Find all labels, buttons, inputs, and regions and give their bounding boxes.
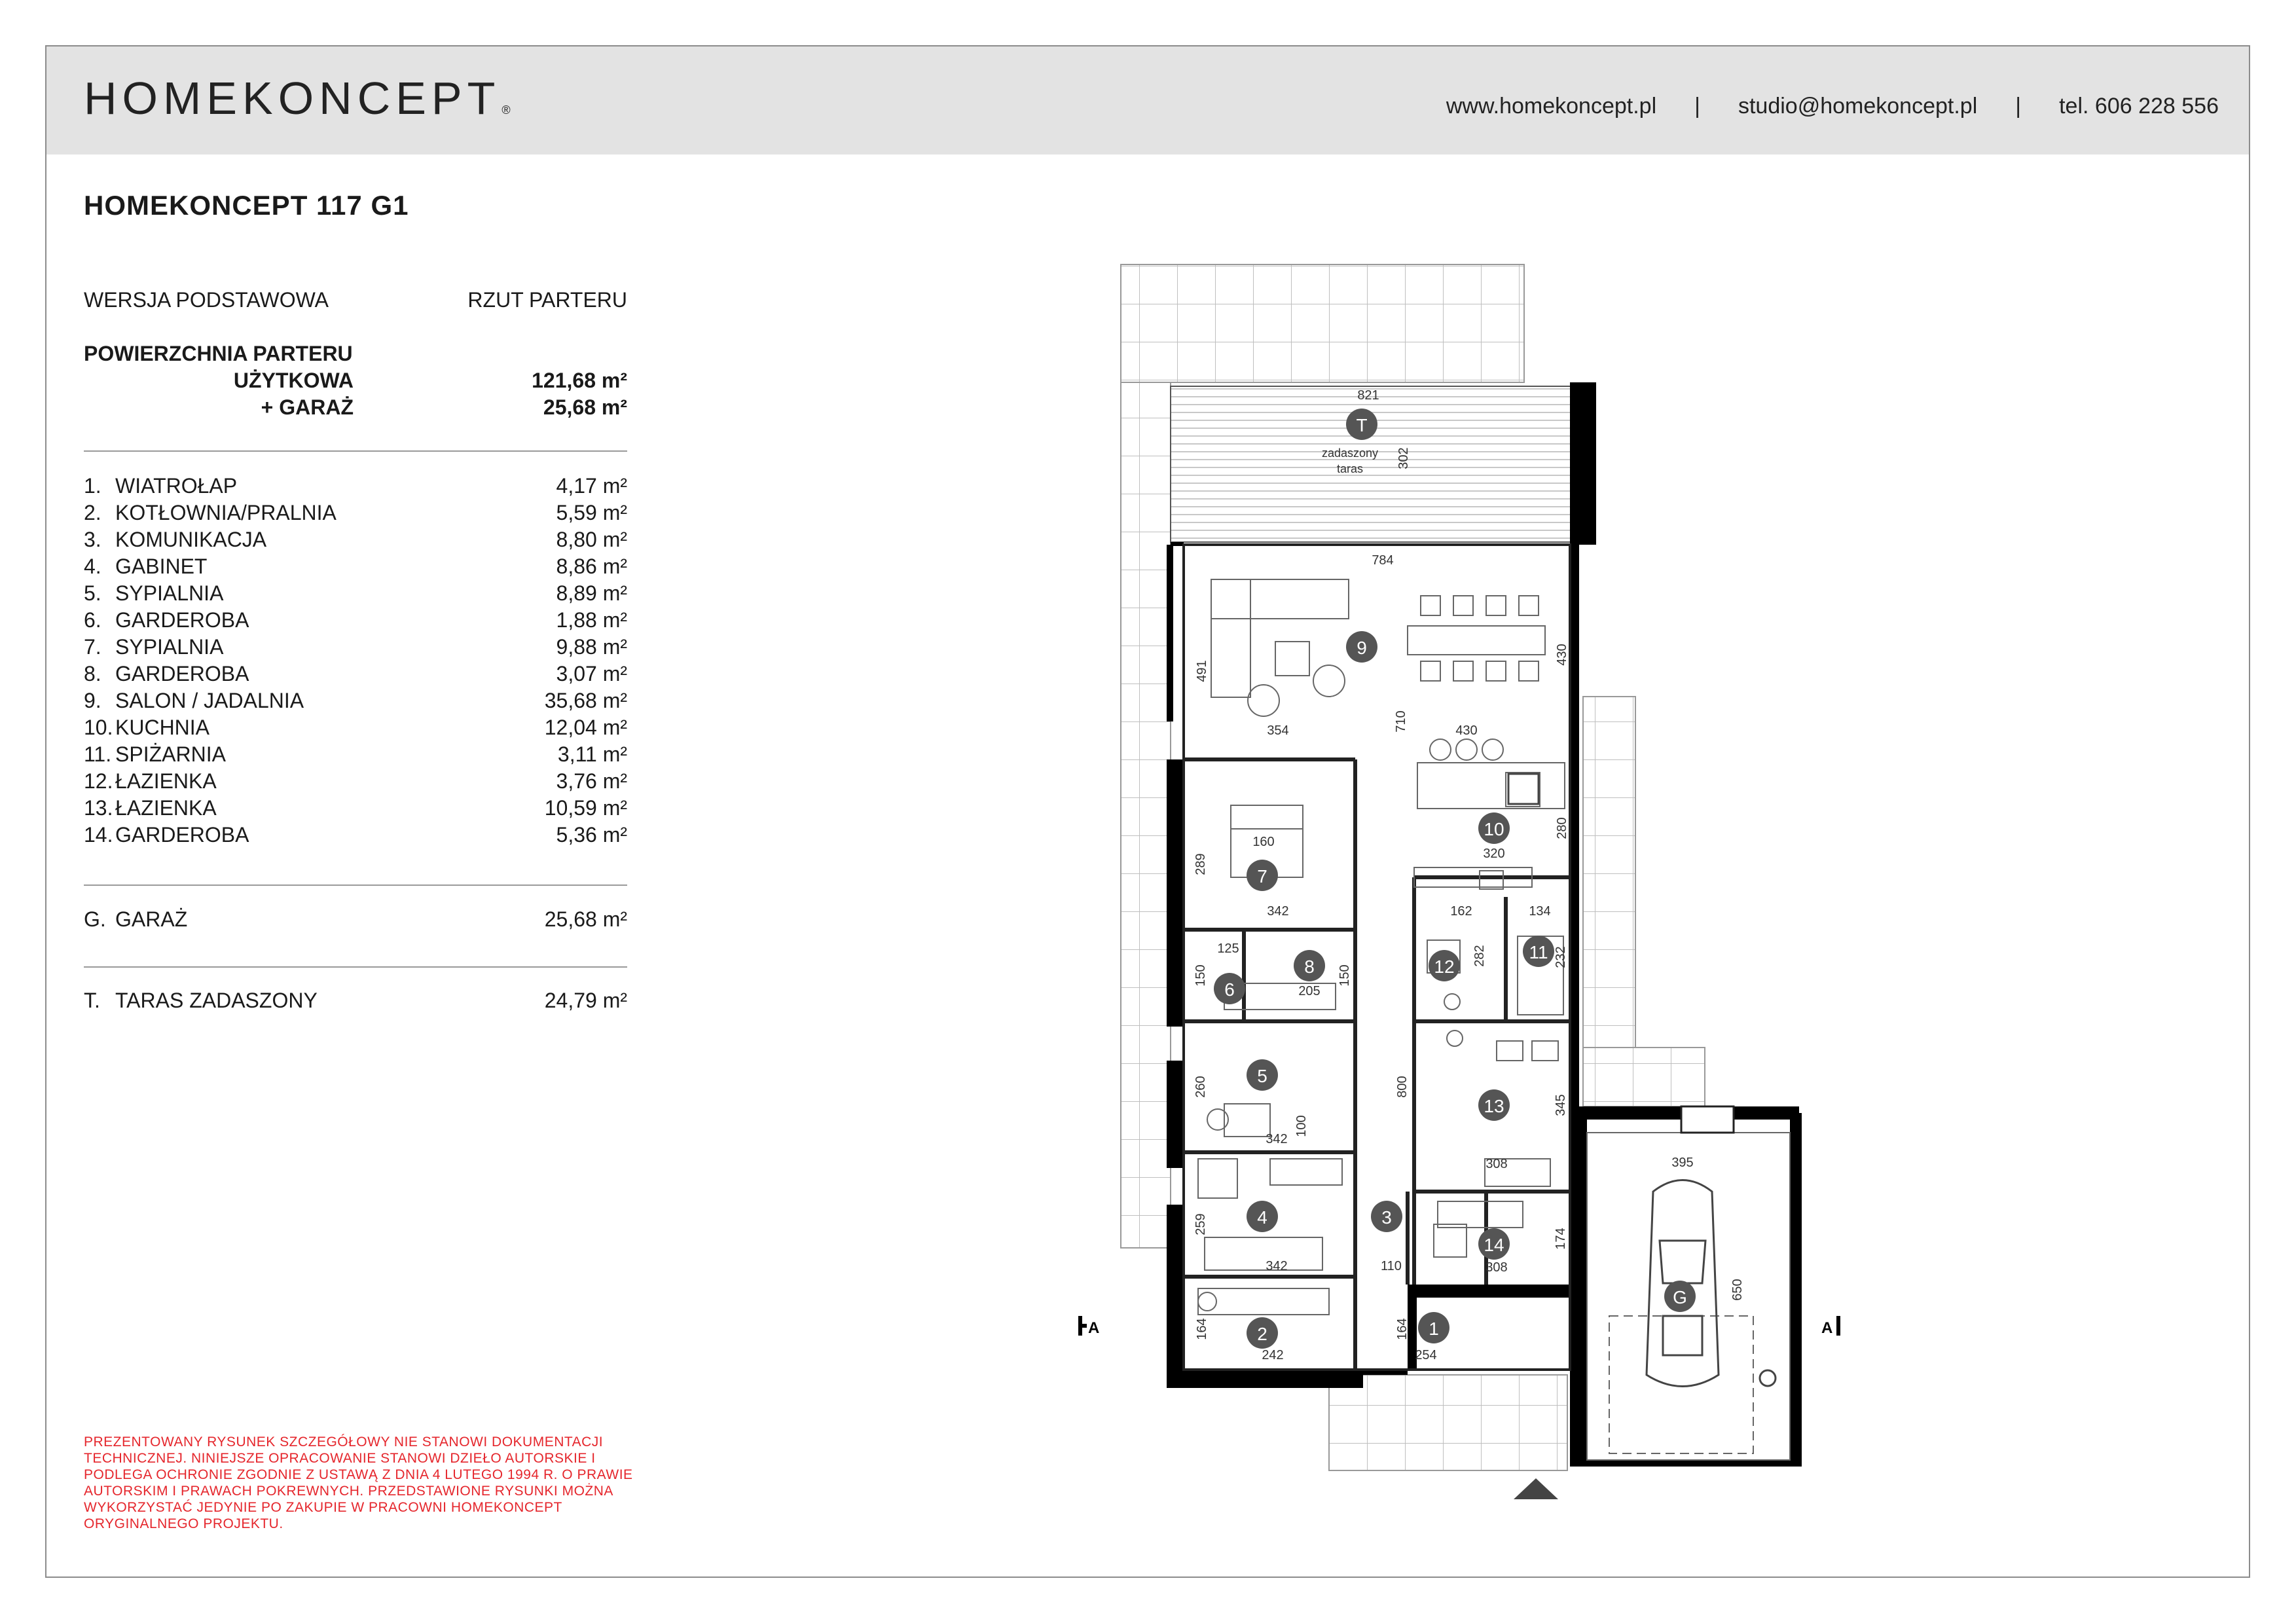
svg-text:164: 164 bbox=[1195, 1318, 1209, 1340]
svg-text:260: 260 bbox=[1194, 1076, 1208, 1098]
room-badge[interactable] bbox=[1478, 1228, 1510, 1260]
room-row: 14. GARDEROBA 5,36 m² bbox=[84, 823, 627, 847]
entrance-arrow-icon bbox=[1514, 1478, 1558, 1499]
svg-text:302: 302 bbox=[1396, 447, 1411, 469]
garage-canopy bbox=[1609, 1316, 1753, 1453]
copyright-disclaimer: PREZENTOWANY RYSUNEK SZCZEGÓŁOWY NIE STANOWI DOKUMENTACJI TECHNICZNEJ. NINIEJSZE OPRACOWANIE STANOWI DZIEŁO AUTORSKIE I PODLEGA OCHRONIE ZGODNIE Z USTAWĄ Z DNIA 4 LUTEGO 1994 R. O PRAWIE AUTORSKIM I PRAWACH POKREWNYCH. PRZEDSTAWIONE RYSUNKI MOŻNA WYKORZYSTAĆ JEDYNIE PO ZAKUPIE W PRACOWNI HOMEKONCEPT ORYGINALNEGO PROJEKTU. bbox=[84, 1434, 633, 1531]
svg-text:395: 395 bbox=[1671, 1156, 1694, 1170]
svg-text:14: 14 bbox=[1484, 1235, 1504, 1255]
svg-text:242: 242 bbox=[1262, 1348, 1284, 1362]
paving-east bbox=[1583, 697, 1635, 1048]
svg-text:9: 9 bbox=[1357, 638, 1367, 658]
room-row: 4. GABINET 8,86 m² bbox=[84, 555, 627, 578]
paving-entrance bbox=[1329, 1375, 1567, 1470]
room-row: 2. KOTŁOWNIA/PRALNIA 5,59 m² bbox=[84, 501, 627, 524]
room-badge[interactable] bbox=[1247, 1317, 1278, 1349]
room-badge[interactable] bbox=[1478, 812, 1510, 844]
svg-text:12: 12 bbox=[1434, 957, 1455, 977]
room-badge[interactable] bbox=[1429, 950, 1460, 981]
room-row: 10. KUCHNIA 12,04 m² bbox=[84, 716, 627, 739]
svg-text:280: 280 bbox=[1555, 817, 1569, 839]
garage-row: G. GARAŻ 25,68 m² bbox=[84, 907, 627, 931]
room-row: 6. GARDEROBA 1,88 m² bbox=[84, 608, 627, 632]
svg-text:6: 6 bbox=[1224, 979, 1235, 1000]
svg-text:710: 710 bbox=[1394, 710, 1408, 733]
room-row: 7. SYPIALNIA 9,88 m² bbox=[84, 635, 627, 659]
room-row: 3. KOMUNIKACJA 8,80 m² bbox=[84, 528, 627, 551]
svg-text:354: 354 bbox=[1267, 723, 1289, 738]
svg-text:308: 308 bbox=[1485, 1157, 1508, 1171]
project-title: HOMEKONCEPT 117 G1 bbox=[84, 190, 409, 221]
svg-text:345: 345 bbox=[1554, 1094, 1568, 1116]
room-badge[interactable] bbox=[1478, 1089, 1510, 1121]
room-badge[interactable] bbox=[1664, 1281, 1696, 1312]
svg-text:342: 342 bbox=[1267, 904, 1289, 919]
terrace-label: zadaszony bbox=[1321, 447, 1379, 460]
view-label: RZUT PARTERU bbox=[467, 288, 627, 312]
svg-text:308: 308 bbox=[1485, 1260, 1508, 1275]
svg-text:G: G bbox=[1673, 1287, 1687, 1307]
svg-text:282: 282 bbox=[1472, 945, 1487, 967]
svg-text:320: 320 bbox=[1483, 847, 1505, 861]
svg-text:2: 2 bbox=[1257, 1324, 1267, 1344]
paving-north bbox=[1121, 264, 1524, 382]
room-row: 5. SYPIALNIA 8,89 m² bbox=[84, 581, 627, 605]
room-badge[interactable] bbox=[1346, 631, 1377, 663]
separator: | bbox=[1694, 94, 1700, 119]
room-badge[interactable] bbox=[1247, 1201, 1278, 1232]
svg-text:254: 254 bbox=[1415, 1348, 1437, 1362]
section-mark-left bbox=[1080, 1316, 1099, 1337]
room-badge[interactable] bbox=[1371, 1201, 1402, 1232]
svg-text:289: 289 bbox=[1194, 853, 1208, 875]
website-link[interactable]: www.homekoncept.pl bbox=[1446, 94, 1657, 119]
terrace-row: T. TARAS ZADASZONY 24,79 m² bbox=[84, 989, 627, 1012]
svg-text:232: 232 bbox=[1554, 946, 1568, 968]
room-badge[interactable] bbox=[1294, 950, 1325, 981]
svg-text:174: 174 bbox=[1554, 1228, 1568, 1250]
section-mark-right bbox=[1821, 1316, 1838, 1337]
svg-text:205: 205 bbox=[1298, 984, 1321, 998]
room-badge[interactable] bbox=[1523, 936, 1554, 967]
room-row: 1. WIATROŁAP 4,17 m² bbox=[84, 474, 627, 498]
svg-text:11: 11 bbox=[1529, 942, 1548, 962]
version-label: WERSJA PODSTAWOWA bbox=[84, 288, 329, 312]
registered-icon: ® bbox=[501, 103, 511, 117]
svg-text:342: 342 bbox=[1266, 1132, 1288, 1146]
room-badge[interactable] bbox=[1346, 409, 1377, 440]
separator: | bbox=[2015, 94, 2022, 119]
interior-walls bbox=[1184, 545, 1741, 1370]
svg-text:491: 491 bbox=[1195, 660, 1209, 682]
svg-text:8: 8 bbox=[1304, 957, 1315, 977]
phone-link[interactable]: tel. 606 228 556 bbox=[2059, 94, 2219, 119]
svg-text:125: 125 bbox=[1217, 941, 1239, 956]
paving-west bbox=[1121, 382, 1171, 1248]
svg-text:800: 800 bbox=[1395, 1076, 1410, 1098]
svg-text:3: 3 bbox=[1381, 1207, 1392, 1228]
covered-terrace bbox=[1171, 386, 1571, 542]
svg-text:162: 162 bbox=[1450, 904, 1472, 919]
paving-ne bbox=[1583, 1048, 1705, 1106]
email-link[interactable]: studio@homekoncept.pl bbox=[1738, 94, 1978, 119]
svg-text:342: 342 bbox=[1266, 1259, 1288, 1273]
room-badge[interactable] bbox=[1214, 973, 1245, 1004]
room-badge[interactable] bbox=[1247, 860, 1278, 891]
garage-value: 25,68 m² bbox=[543, 395, 627, 419]
svg-text:A: A bbox=[1821, 1319, 1833, 1337]
svg-text:100: 100 bbox=[1294, 1115, 1309, 1137]
svg-text:134: 134 bbox=[1529, 904, 1551, 919]
area-heading: POWIERZCHNIA PARTERU bbox=[84, 342, 353, 365]
room-badge[interactable] bbox=[1247, 1059, 1278, 1091]
svg-text:5: 5 bbox=[1257, 1066, 1267, 1086]
garage-side-door bbox=[1681, 1106, 1734, 1133]
svg-text:150: 150 bbox=[1194, 964, 1208, 987]
svg-text:150: 150 bbox=[1338, 964, 1352, 987]
usable-label: UŻYTKOWA bbox=[233, 369, 354, 392]
svg-text:110: 110 bbox=[1381, 1259, 1402, 1273]
svg-text:160: 160 bbox=[1252, 835, 1275, 849]
garage-label: + GARAŻ bbox=[261, 395, 354, 419]
room-row: 11. SPIŻARNIA 3,11 m² bbox=[84, 742, 627, 766]
svg-text:13: 13 bbox=[1484, 1096, 1504, 1116]
svg-text:10: 10 bbox=[1484, 819, 1504, 839]
garage-fixture bbox=[1760, 1370, 1776, 1386]
svg-text:430: 430 bbox=[1555, 644, 1569, 666]
room-row: 9. SALON / JADALNIA 35,68 m² bbox=[84, 689, 627, 712]
logo-text: HOMEKONCEPT bbox=[84, 73, 501, 124]
svg-text:784: 784 bbox=[1372, 553, 1394, 568]
svg-text:T: T bbox=[1356, 415, 1368, 435]
svg-text:259: 259 bbox=[1194, 1213, 1208, 1235]
room-row: 12. ŁAZIENKA 3,76 m² bbox=[84, 769, 627, 793]
svg-text:821: 821 bbox=[1357, 388, 1379, 403]
room-row: 8. GARDEROBA 3,07 m² bbox=[84, 662, 627, 685]
room-row: 13. ŁAZIENKA 10,59 m² bbox=[84, 796, 627, 820]
svg-text:7: 7 bbox=[1257, 866, 1267, 886]
room-badge[interactable] bbox=[1418, 1312, 1449, 1343]
terrace-label: taras bbox=[1336, 462, 1364, 475]
svg-text:1: 1 bbox=[1429, 1319, 1439, 1339]
svg-text:430: 430 bbox=[1455, 723, 1478, 738]
svg-text:4: 4 bbox=[1257, 1207, 1267, 1228]
cooktop bbox=[1508, 774, 1539, 804]
usable-value: 121,68 m² bbox=[532, 369, 627, 392]
svg-text:164: 164 bbox=[1395, 1318, 1410, 1340]
svg-text:650: 650 bbox=[1730, 1279, 1745, 1301]
svg-text:A: A bbox=[1088, 1319, 1100, 1337]
